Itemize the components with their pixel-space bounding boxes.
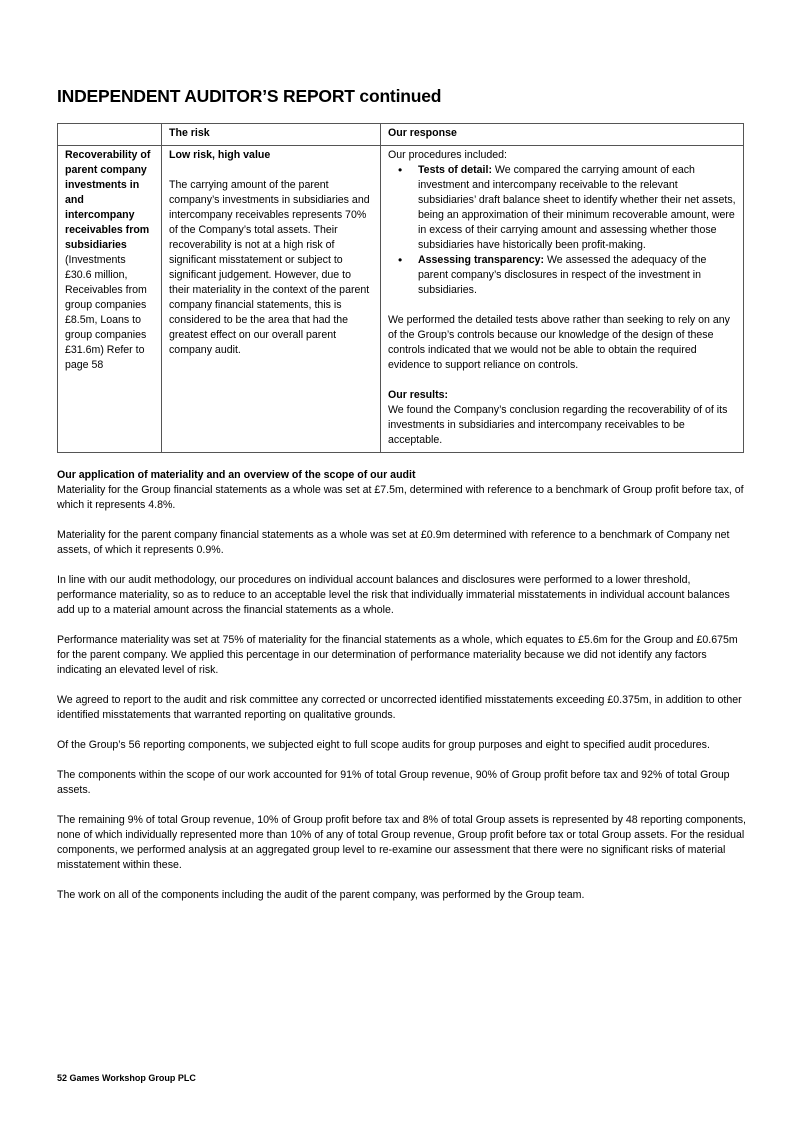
risk-text: The carrying amount of the parent company’s investments in subsidiaries and intercompany receivables represents 70% of the Company’s total assets. Their recoverability is not at a high risk of significant misstatement or subject to significant judgement. However, due to their materiality in the context of the parent company financial statements, this is considered to be the area that had the greatest effect on our overall parent company audit. bbox=[169, 179, 370, 356]
procedures-intro: Our procedures included: bbox=[388, 149, 507, 161]
paragraph: The remaining 9% of total Group revenue, 10% of Group profit before tax and 8% of total Group assets is represented by 48 reporting components, none of which individually represented more than 10% of any of total Group revenue, Group profit before tax or total Group assets. For the residual components, we performed analysis at an aggregated group level to re-examine our assessment that there were no significant risks of material misstatement within these. bbox=[57, 814, 746, 871]
bullet-label: Tests of detail: bbox=[418, 164, 492, 176]
results-text: We found the Company’s conclusion regarding the recoverability of of its investments in subsidiaries and intercompany receivables to be acceptable. bbox=[388, 404, 728, 446]
header-risk: The risk bbox=[162, 124, 381, 146]
results-heading: Our results: bbox=[388, 389, 449, 401]
key-audit-matter-table bbox=[57, 123, 744, 453]
materiality-section bbox=[57, 468, 747, 918]
page-footer: 52 Games Workshop Group PLC bbox=[57, 1073, 196, 1083]
paragraph: Of the Group’s 56 reporting components, we subjected eight to full scope audits for group purposes and eight to specified audit procedures. bbox=[57, 739, 710, 751]
matter-cell bbox=[58, 146, 162, 453]
paragraph: We agreed to report to the audit and risk committee any corrected or uncorrected identified misstatements exceeding £0.375m, in addition to other identified misstatements that warranted reporting on qualitative grounds. bbox=[57, 694, 742, 721]
paragraph: In line with our audit methodology, our procedures on individual account balances and disclosures were performed to a lower threshold, performance materiality, so as to reduce to an acceptable level the risk that individually immaterial misstatements in individual account balances add up to a material amount across the financial statements as a whole. bbox=[57, 574, 730, 616]
table-header-row bbox=[58, 124, 744, 146]
risk-cell bbox=[162, 146, 381, 453]
paragraph: The components within the scope of our work accounted for 91% of total Group revenue, 90% of Group profit before tax and 92% of total Group assets. bbox=[57, 769, 730, 796]
table-row bbox=[58, 146, 744, 453]
matter-detail: (Investments £30.6 million, Receivables from group companies £8.5m, Loans to group companies £31.6m) Refer to page 58 bbox=[65, 254, 147, 371]
paragraph: Materiality for the parent company financial statements as a whole was set at £0.9m determined with reference to a benchmark of Company net assets, of which it represents 0.9%. bbox=[57, 529, 730, 556]
risk-rating: Low risk, high value bbox=[169, 149, 271, 161]
bullet-label: Assessing transparency: bbox=[418, 254, 545, 266]
paragraph: Materiality for the Group financial statements as a whole was set at £7.5m, determined with reference to a benchmark of Group profit before tax, of which it represents 4.8%. bbox=[57, 484, 744, 511]
response-paragraph: We performed the detailed tests above rather than seeking to rely on any of the Group’s controls because our knowledge of the design of these controls indicated that we would not be able to obtain the required evidence to support reliance on controls. bbox=[388, 314, 730, 371]
paragraph: The work on all of the components including the audit of the parent company, was performed by the Group team. bbox=[57, 889, 585, 901]
list-item bbox=[418, 163, 736, 253]
response-cell bbox=[381, 146, 744, 453]
section-heading: Our application of materiality and an overview of the scope of our audit bbox=[57, 469, 416, 481]
list-item bbox=[418, 253, 736, 298]
header-response: Our response bbox=[381, 124, 744, 146]
page-title: INDEPENDENT AUDITOR’S REPORT continued bbox=[57, 86, 442, 106]
matter-title: Recoverability of parent company investments in and intercompany receivables from subsidiaries bbox=[65, 149, 151, 251]
paragraph: Performance materiality was set at 75% of materiality for the financial statements as a whole, which equates to £5.6m for the Group and £0.675m for the parent company. We applied this percentage in our determination of performance materiality because we did not identify any factors indicating an elevated level of risk. bbox=[57, 634, 738, 676]
bullet-text: We assessed the adequacy of the parent company’s disclosures in respect of the investment in subsidiaries. bbox=[418, 254, 707, 296]
procedures-list bbox=[388, 163, 736, 298]
header-empty-cell bbox=[58, 124, 162, 146]
bullet-text: We compared the carrying amount of each investment and intercompany receivable to the relevant subsidiaries’ draft balance sheet to identify whether their net assets, being an approximation of their minimum recoverable amount, were in excess of their carrying amount and assessing whether those subsidiaries have historically been profit-making. bbox=[418, 164, 736, 251]
